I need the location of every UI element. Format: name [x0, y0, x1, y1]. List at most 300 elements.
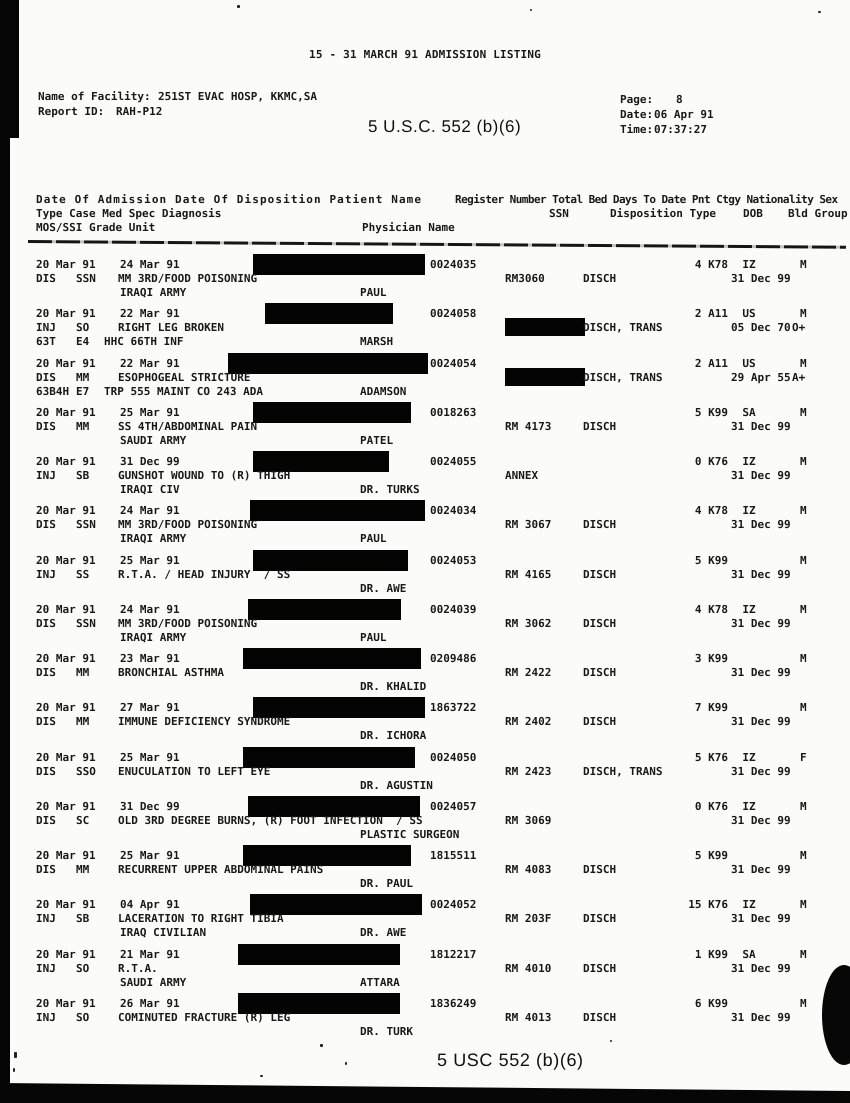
nationality: US	[742, 356, 756, 370]
scan-speck	[345, 1062, 347, 1065]
redacted-ssn	[505, 368, 585, 386]
disposition-date: 25 Mar 91	[120, 750, 180, 764]
record-line-3	[0, 385, 850, 398]
register-number: 0024054	[430, 356, 477, 370]
diagnosis: ENUCULATION TO LEFT EYE	[118, 764, 271, 778]
facility-value: 251ST EVAC HOSP, KKMC,SA	[158, 90, 317, 103]
column-header-disposition-type: Disposition Type	[610, 207, 716, 220]
record-line-1	[0, 554, 850, 567]
admission-date: 20 Mar 91	[36, 652, 96, 665]
record-line-3	[0, 976, 850, 989]
admission-type: DIS	[36, 518, 56, 532]
case-code: MM	[76, 863, 90, 876]
diagnosis: MM 3RD/FOOD POISONING	[118, 272, 258, 285]
sex: M	[800, 356, 807, 370]
admission-date: 20 Mar 91	[36, 553, 96, 567]
disposition-type: DISCH, TRANS	[583, 764, 663, 778]
scan-speck	[13, 1068, 15, 1072]
record-line-3	[0, 434, 850, 447]
register-number: 0024052	[430, 898, 477, 912]
record-line-3	[0, 1025, 850, 1038]
date-of-birth: 31 Dec 99	[731, 863, 791, 876]
admission-record	[0, 898, 850, 942]
disposition-date: 31 Dec 99	[120, 799, 180, 813]
unit: IRAQI ARMY	[120, 532, 187, 546]
ssn-room-value: RM 4173	[505, 419, 552, 433]
record-line-3	[0, 286, 850, 299]
physician-name: DR. KHALID	[360, 680, 427, 693]
nationality: IZ	[742, 898, 756, 912]
header-separator-line	[28, 240, 846, 249]
bed-days-patient-category: 0 K76	[694, 799, 728, 813]
record-line-2	[0, 371, 850, 384]
unit: IRAQI ARMY	[120, 286, 187, 299]
record-line-3	[0, 582, 850, 595]
admission-date: 20 Mar 91	[36, 356, 96, 370]
case-code: SC	[76, 813, 90, 827]
sex: M	[800, 602, 807, 616]
diagnosis: RECURRENT UPPER ABDOMINAL PAINS	[118, 863, 324, 876]
foia-exemption-stamp-bottom: 5 USC 552 (b)(6)	[437, 1050, 584, 1070]
record-line-2	[0, 765, 850, 778]
disposition-type: DISCH	[583, 863, 617, 876]
physician-name: DR. ICHORA	[360, 729, 427, 743]
admission-date: 20 Mar 91	[36, 849, 96, 862]
scan-edge-strip-bottom	[0, 1080, 850, 1103]
admission-date: 20 Mar 91	[36, 947, 96, 961]
admission-type: DIS	[36, 616, 56, 630]
diagnosis: MM 3RD/FOOD POISONING	[118, 518, 258, 532]
bed-days-patient-category: 5 K76	[694, 750, 728, 764]
register-number: 1863722	[430, 701, 477, 715]
admission-type: INJ	[36, 567, 56, 581]
physician-name: DR. AWE	[360, 581, 407, 595]
record-line-1	[0, 948, 850, 961]
date-of-birth: 31 Dec 99	[731, 616, 791, 630]
disposition-type: DISCH	[583, 419, 617, 433]
disposition-date: 04 Apr 91	[120, 898, 180, 912]
record-line-2	[0, 863, 850, 876]
register-number: 0024053	[430, 553, 477, 567]
scan-speck	[818, 11, 821, 13]
diagnosis: COMINUTED FRACTURE (R) LEG	[118, 1010, 291, 1024]
disposition-type: DISCH	[583, 567, 617, 581]
sex: M	[800, 996, 807, 1010]
admission-date: 20 Mar 91	[36, 405, 96, 419]
record-line-2	[0, 1011, 850, 1024]
ssn-room-value: RM 4165	[505, 567, 552, 581]
sex: M	[800, 849, 807, 862]
report-id-value: RAH-P12	[116, 105, 163, 118]
unit: IRAQI CIV	[120, 483, 180, 496]
disposition-date: 24 Mar 91	[120, 258, 180, 271]
register-number: 1836249	[430, 996, 477, 1010]
record-line-3	[0, 335, 850, 348]
disposition-date: 25 Mar 91	[120, 553, 180, 567]
physician-name: DR. TURK	[360, 1024, 413, 1038]
physician-name: PATEL	[360, 433, 394, 447]
sex: M	[800, 258, 807, 271]
diagnosis: GUNSHOT WOUND TO (R) THIGH	[118, 469, 291, 482]
case-code: SO	[76, 1010, 90, 1024]
diagnosis: R.T.A. / HEAD INJURY / SS	[118, 567, 291, 581]
admission-type: INJ	[36, 1010, 56, 1024]
ssn-room-value: RM 203F	[505, 912, 552, 926]
disposition-date: 22 Mar 91	[120, 307, 180, 321]
ssn-room-value: RM 2422	[505, 666, 552, 679]
ssn-room-value: RM 4010	[505, 961, 552, 975]
disposition-date: 25 Mar 91	[120, 849, 180, 862]
sex: M	[800, 455, 807, 468]
record-line-3	[0, 779, 850, 792]
record-line-1	[0, 258, 850, 271]
disposition-date: 25 Mar 91	[120, 405, 180, 419]
admission-type: DIS	[36, 666, 56, 679]
record-line-1	[0, 997, 850, 1010]
date-of-birth: 31 Dec 99	[731, 469, 791, 482]
scan-speck	[530, 9, 532, 11]
physician-name: DR. PAUL	[360, 877, 413, 890]
diagnosis: BRONCHIAL ASTHMA	[118, 666, 224, 679]
sex: M	[800, 799, 807, 813]
admission-type: INJ	[36, 961, 56, 975]
bed-days-patient-category: 0 K76	[694, 455, 728, 468]
report-title: 15 - 31 MARCH 91 ADMISSION LISTING	[309, 48, 541, 61]
date-of-birth: 31 Dec 99	[731, 961, 791, 975]
admission-type: INJ	[36, 321, 56, 335]
grade: E4	[76, 335, 90, 349]
case-code: SO	[76, 321, 90, 335]
admission-type: DIS	[36, 419, 56, 433]
case-code: SO	[76, 961, 90, 975]
admission-record	[0, 307, 850, 351]
record-line-3	[0, 877, 850, 890]
record-line-3	[0, 729, 850, 742]
redacted-ssn	[505, 318, 585, 336]
ssn-room-value: ANNEX	[505, 469, 539, 482]
unit: IRAQI ARMY	[120, 630, 187, 644]
unit: SAUDI ARMY	[120, 433, 187, 447]
nationality: IZ	[742, 750, 756, 764]
diagnosis: ESOPHOGEAL STRICTURE	[118, 370, 251, 384]
disposition-type: DISCH	[583, 518, 617, 532]
record-line-1	[0, 800, 850, 813]
ssn-room-value: RM 3062	[505, 616, 552, 630]
bed-days-patient-category: 4 K78	[694, 258, 728, 271]
ssn-room-value: RM 2423	[505, 764, 552, 778]
date-of-birth: 31 Dec 99	[731, 419, 791, 433]
admission-type: DIS	[36, 272, 56, 285]
admission-date: 20 Mar 91	[36, 799, 96, 813]
facility-label: Name of Facility:	[38, 90, 151, 103]
record-line-1	[0, 898, 850, 911]
bed-days-patient-category: 4 K78	[694, 504, 728, 518]
bed-days-patient-category: 2 A11	[694, 356, 728, 370]
diagnosis: IMMUNE DEFICIENCY SYNDROME	[118, 715, 291, 729]
date-of-birth: 31 Dec 99	[731, 1010, 791, 1024]
disposition-date: 23 Mar 91	[120, 652, 180, 665]
record-line-3	[0, 631, 850, 644]
record-line-2	[0, 518, 850, 531]
admission-record	[0, 849, 850, 893]
case-code: MM	[76, 419, 90, 433]
ssn-room-value: RM 3069	[505, 813, 552, 827]
date-of-birth: 31 Dec 99	[731, 764, 791, 778]
register-number: 0024057	[430, 799, 477, 813]
admission-type: DIS	[36, 370, 56, 384]
grade: E7	[76, 384, 90, 398]
sex: M	[800, 701, 807, 715]
date-of-birth: 31 Dec 99	[731, 272, 791, 285]
diagnosis: MM 3RD/FOOD POISONING	[118, 616, 258, 630]
admission-date: 20 Mar 91	[36, 898, 96, 912]
register-number: 0024050	[430, 750, 477, 764]
admission-type: DIS	[36, 764, 56, 778]
register-number: 0024055	[430, 455, 477, 468]
unit: HHC 66TH INF	[104, 335, 184, 349]
disposition-type: DISCH	[583, 1010, 617, 1024]
nationality: US	[742, 307, 756, 321]
record-line-1	[0, 406, 850, 419]
admission-record	[0, 406, 850, 450]
scan-speck	[260, 1075, 263, 1077]
record-line-1	[0, 701, 850, 714]
scan-speck	[14, 1052, 17, 1058]
case-code: MM	[76, 715, 90, 729]
date-of-birth: 31 Dec 99	[731, 715, 791, 729]
admission-record	[0, 357, 850, 401]
register-number: 0024035	[430, 258, 477, 271]
record-line-2	[0, 272, 850, 285]
date-label: Date:	[620, 108, 654, 121]
time-label: Time:	[620, 123, 654, 136]
case-code: SSO	[76, 764, 96, 778]
sex: M	[800, 307, 807, 321]
record-line-3	[0, 483, 850, 496]
disposition-date: 21 Mar 91	[120, 947, 180, 961]
record-line-2	[0, 420, 850, 433]
nationality: IZ	[742, 602, 756, 616]
page-number: 8	[676, 93, 683, 106]
sex: M	[800, 504, 807, 518]
column-header-dob: DOB	[743, 207, 763, 220]
disposition-type: DISCH	[583, 912, 617, 926]
physician-name: ADAMSON	[360, 384, 407, 398]
physician-name: ATTARA	[360, 975, 400, 989]
column-header-ssn: SSN	[549, 207, 569, 220]
case-code: SB	[76, 912, 90, 926]
diagnosis: RIGHT LEG BROKEN	[118, 321, 224, 335]
bed-days-patient-category: 6 K99	[694, 996, 728, 1010]
mos-ssi: 63B4H	[36, 384, 70, 398]
nationality: SA	[742, 405, 756, 419]
unit: SAUDI ARMY	[120, 975, 187, 989]
bed-days-patient-category: 7 K99	[694, 701, 728, 715]
column-header-line2-left: Type Case Med Spec Diagnosis	[36, 207, 222, 220]
bed-days-patient-category: 5 K99	[694, 405, 728, 419]
admission-type: INJ	[36, 912, 56, 926]
register-number: 0024039	[430, 602, 477, 616]
disposition-type: DISCH	[583, 961, 617, 975]
admission-record	[0, 652, 850, 696]
nationality: IZ	[742, 504, 756, 518]
register-number: 0018263	[430, 405, 477, 419]
admission-record	[0, 258, 850, 302]
physician-name: DR. TURKS	[360, 483, 420, 496]
date-of-birth: 31 Dec 99	[731, 912, 791, 926]
date-of-birth: 05 Dec 70	[731, 321, 791, 335]
case-code: MM	[76, 666, 90, 679]
register-number: 0024034	[430, 504, 477, 518]
admission-date: 20 Mar 91	[36, 996, 96, 1010]
date-of-birth: 31 Dec 99	[731, 813, 791, 827]
ssn-room-value: RM 3067	[505, 518, 552, 532]
unit: TRP 555 MAINT CO 243 ADA	[104, 384, 263, 398]
report-id-label: Report ID:	[38, 105, 105, 118]
record-line-2	[0, 469, 850, 482]
disposition-date: 24 Mar 91	[120, 602, 180, 616]
physician-name: PAUL	[360, 630, 387, 644]
admission-record	[0, 800, 850, 844]
disposition-type: DISCH	[583, 666, 617, 679]
disposition-type: DISCH	[583, 616, 617, 630]
column-header-line1-left: Date Of Admission Date Of Disposition Patient Name	[36, 193, 423, 206]
date-of-birth: 31 Dec 99	[731, 567, 791, 581]
sex: M	[800, 898, 807, 912]
scan-edge-strip-left-top	[0, 0, 19, 138]
mos-ssi: 63T	[36, 335, 56, 349]
time-value: 07:37:27	[654, 123, 707, 136]
column-header-line3-left: MOS/SSI Grade Unit	[36, 221, 156, 234]
column-header-physician-name: Physician Name	[362, 221, 455, 234]
diagnosis: OLD 3RD DEGREE BURNS, (R) FOOT INFECTION / SS	[118, 813, 423, 827]
sex: M	[800, 553, 807, 567]
sex: F	[800, 750, 807, 764]
bed-days-patient-category: 4 K78	[694, 602, 728, 616]
sex: M	[800, 652, 807, 665]
page-label: Page:	[620, 93, 654, 106]
nationality: IZ	[742, 799, 756, 813]
admission-record	[0, 997, 850, 1041]
record-line-1	[0, 455, 850, 468]
physician-name: MARSH	[360, 335, 394, 349]
register-number: 1812217	[430, 947, 477, 961]
record-line-1	[0, 504, 850, 517]
admission-type: DIS	[36, 813, 56, 827]
admission-record	[0, 455, 850, 499]
register-number: 0209486	[430, 652, 477, 665]
admission-date: 20 Mar 91	[36, 504, 96, 518]
record-line-1	[0, 849, 850, 862]
date-value: 06 Apr 91	[654, 108, 714, 121]
physician-name: PLASTIC SURGEON	[360, 827, 460, 841]
case-code: SS	[76, 567, 90, 581]
unit: IRAQ CIVILIAN	[120, 926, 207, 940]
case-code: SSN	[76, 518, 96, 532]
foia-exemption-stamp-top: 5 U.S.C. 552 (b)(6)	[368, 117, 522, 136]
ssn-room-value: RM 4083	[505, 863, 552, 876]
disposition-type: DISCH, TRANS	[583, 370, 663, 384]
bed-days-patient-category: 1 K99	[694, 947, 728, 961]
column-header-line1-right: Register Number Total Bed Days To Date Pnt Ctgy Nationality Sex	[455, 193, 838, 206]
register-number: 1815511	[430, 849, 477, 862]
disposition-date: 24 Mar 91	[120, 504, 180, 518]
case-code: SB	[76, 469, 90, 482]
admission-record	[0, 554, 850, 598]
record-line-2	[0, 814, 850, 827]
case-code: SSN	[76, 272, 96, 285]
bed-days-patient-category: 3 K99	[694, 652, 728, 665]
diagnosis: LACERATION TO RIGHT TIBIA	[118, 912, 284, 926]
column-header-bld-group: Bld Group	[788, 207, 848, 220]
scan-speck	[237, 5, 240, 8]
bed-days-patient-category: 5 K99	[694, 553, 728, 567]
record-line-2	[0, 617, 850, 630]
record-line-2	[0, 666, 850, 679]
record-line-3	[0, 926, 850, 939]
admission-record	[0, 504, 850, 548]
record-line-2	[0, 568, 850, 581]
admission-record	[0, 948, 850, 992]
record-line-1	[0, 603, 850, 616]
disposition-date: 22 Mar 91	[120, 356, 180, 370]
disposition-date: 26 Mar 91	[120, 996, 180, 1010]
physician-name: PAUL	[360, 286, 387, 299]
scan-speck	[320, 1044, 323, 1047]
disposition-type: DISCH, TRANS	[583, 321, 663, 335]
disposition-date: 27 Mar 91	[120, 701, 180, 715]
ssn-room-value: RM3060	[505, 272, 545, 285]
nationality: SA	[742, 947, 756, 961]
ssn-room-value: RM 4013	[505, 1010, 552, 1024]
nationality: IZ	[742, 258, 756, 271]
admission-date: 20 Mar 91	[36, 701, 96, 715]
admission-record	[0, 701, 850, 745]
blood-group: O+	[792, 321, 806, 335]
admission-record	[0, 603, 850, 647]
physician-name: PAUL	[360, 532, 387, 546]
physician-name: DR. AGUSTIN	[360, 778, 433, 792]
record-line-2	[0, 912, 850, 925]
admission-type: DIS	[36, 715, 56, 729]
nationality: IZ	[742, 455, 756, 468]
record-line-1	[0, 751, 850, 764]
admission-date: 20 Mar 91	[36, 750, 96, 764]
record-line-2	[0, 715, 850, 728]
record-line-1	[0, 357, 850, 370]
diagnosis: R.T.A.	[118, 961, 158, 975]
admission-record	[0, 751, 850, 795]
sex: M	[800, 947, 807, 961]
physician-name: DR. AWE	[360, 926, 407, 940]
blood-group: A+	[792, 370, 806, 384]
disposition-type: DISCH	[583, 272, 617, 285]
disposition-type: DISCH	[583, 715, 617, 729]
record-line-2	[0, 321, 850, 334]
record-line-3	[0, 828, 850, 841]
disposition-date: 31 Dec 99	[120, 455, 180, 468]
case-code: SSN	[76, 616, 96, 630]
record-line-1	[0, 307, 850, 320]
admission-type: DIS	[36, 863, 56, 876]
admission-date: 20 Mar 91	[36, 602, 96, 616]
sex: M	[800, 405, 807, 419]
register-number: 0024058	[430, 307, 477, 321]
admission-date: 20 Mar 91	[36, 258, 96, 271]
record-line-2	[0, 962, 850, 975]
case-code: MM	[76, 370, 90, 384]
record-line-3	[0, 680, 850, 693]
